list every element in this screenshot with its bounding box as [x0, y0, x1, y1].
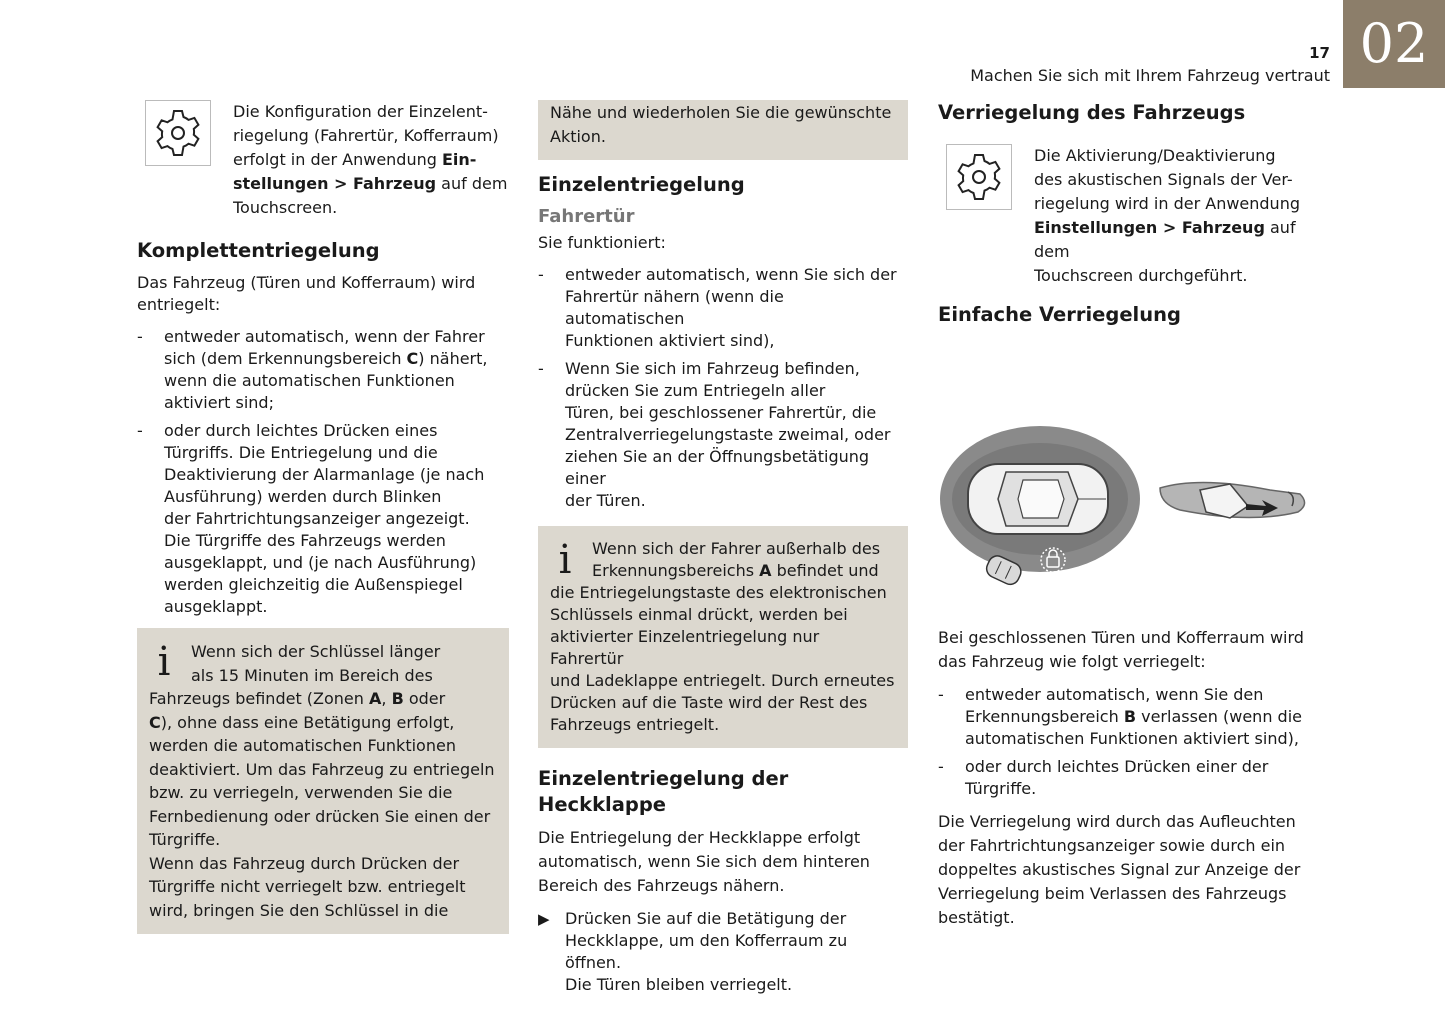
text-line: Die Entriegelung der Heckklappe erfolgt — [538, 828, 861, 847]
settings-note — [137, 100, 509, 220]
list-item — [938, 756, 1310, 800]
text-line: Türgriffe. — [965, 779, 1037, 798]
text-line: Fernbedienung oder drücken Sie einen der — [149, 806, 491, 826]
text-line: der Fahrtrichtungsanzeiger sowie durch ein — [938, 836, 1286, 855]
text-line: automatisch, wenn Sie sich dem hinteren — [538, 852, 870, 871]
list-item — [538, 264, 908, 352]
action-item — [538, 908, 908, 996]
text-line: Bei geschlossenen Türen und Kofferraum wird — [938, 628, 1304, 647]
settings-note-line: riegelung (Fahrertür, Kofferraum) — [233, 126, 499, 145]
paragraph: Sie funktioniert: — [538, 233, 666, 252]
list-item — [137, 420, 509, 618]
zone-label: A — [759, 561, 772, 580]
door-handle-icon — [1160, 482, 1305, 518]
text-line: Die Aktivierung/Deaktivierung — [1034, 146, 1276, 165]
section-heading: Verriegelung des Fahrzeugs — [938, 101, 1246, 124]
info-note-continued — [538, 100, 908, 160]
text-line: doppeltes akustisches Signal zur Anzeige der — [938, 860, 1301, 879]
info-icon: i — [157, 639, 171, 685]
text-line: aktivierter Einzelentriegelung nur Fahrertür — [550, 627, 820, 668]
text-line: entweder automatisch, wenn Sie den — [965, 685, 1264, 704]
paragraph — [938, 810, 1310, 930]
text-line: Türgriffe. — [149, 830, 221, 849]
text-line: Verriegelung beim Verlassen des Fahrzeugs — [938, 884, 1287, 903]
text-line: oder durch leichtes Drücken einer der — [965, 757, 1269, 776]
text-line: Drücken auf die Taste wird der Rest des — [550, 693, 868, 712]
text-line: Aktion. — [550, 126, 606, 146]
list-item — [938, 684, 1310, 750]
text-line: Fahrzeugs entriegelt. — [550, 715, 720, 734]
section-heading: Einfache Verriegelung — [938, 303, 1181, 326]
chapter-title: Machen Sie sich mit Ihrem Fahrzeug vertraut — [970, 66, 1330, 85]
section-heading: Einzelentriegelung der Heckklappe — [538, 767, 789, 816]
info-icon: i — [558, 537, 572, 583]
text-line: bzw. zu verriegeln, verwenden Sie die — [149, 783, 453, 802]
text-line: Die Verriegelung wird durch das Aufleuchten — [938, 812, 1296, 831]
text-line: ausgeklappt. — [164, 597, 268, 616]
text-line: der Türen. — [565, 491, 646, 510]
text-line: Wenn sich der Fahrer außerhalb des — [592, 539, 881, 558]
text-line: verlassen (wenn die — [1136, 707, 1302, 726]
text-line: Fahrzeugs befindet (Zonen — [149, 689, 369, 708]
settings-note-line: erfolgt in der Anwendung — [233, 150, 442, 169]
settings-gear-icon — [145, 100, 211, 166]
chapter-tab: 02 — [1343, 0, 1445, 88]
text-line: deaktiviert. Um das Fahrzeug zu entriegeln — [149, 759, 495, 779]
text-line: Wenn das Fahrzeug durch Drücken der — [149, 853, 460, 873]
text-line: oder — [403, 689, 446, 708]
locking-illustration — [938, 336, 1310, 626]
text-line: Erkennungsbereich — [965, 707, 1124, 726]
text-line: Zentralverriegelungstaste zweimal, oder — [565, 425, 891, 444]
text-line: Heckklappe, um den Kofferraum zu öffnen. — [565, 931, 848, 972]
bullet-list — [137, 326, 509, 618]
text-line: Türgriffe nicht verriegelt bzw. entriegelt — [149, 877, 466, 896]
list-item — [137, 326, 509, 414]
list-item — [538, 358, 908, 512]
settings-path-bold: Einstellungen > Fahrzeug — [1034, 218, 1265, 237]
settings-note-line: auf dem — [436, 174, 508, 193]
car-icon — [968, 464, 1108, 534]
settings-gear-icon — [946, 144, 1012, 210]
text-line: Türgriffs. Die Entriegelung und die — [164, 443, 438, 462]
bullet-list — [538, 264, 908, 512]
settings-path-bold: Ein- — [441, 150, 477, 169]
arrow-right-icon: ▶ — [538, 910, 550, 928]
text-line: der Fahrtrichtungsanzeiger angezeigt. — [164, 509, 470, 528]
settings-note-line: Touchscreen. — [233, 198, 338, 217]
text-line: Wenn Sie sich im Fahrzeug befinden, — [565, 359, 860, 378]
page-number: 17 — [1309, 44, 1330, 62]
text-line: ausgeklappt, und (je nach Ausführung) — [164, 553, 477, 572]
text-line: ziehen Sie an der Öffnungsbetätigung einer — [565, 447, 870, 488]
paragraph — [538, 826, 908, 898]
text-line: Fahrertür nähern (wenn die automatischen — [565, 287, 784, 328]
text-line: Die Türgriffe des Fahrzeugs werden — [164, 531, 446, 550]
text-line: entriegelt: — [137, 295, 221, 314]
section-heading: Einzelentriegelung — [538, 173, 745, 196]
text-line: Wenn sich der Schlüssel länger — [191, 642, 441, 661]
text-line: entweder automatisch, wenn Sie sich der — [565, 265, 897, 284]
text-line: befindet und — [771, 561, 879, 580]
text-line: als 15 Minuten im Bereich des — [191, 665, 433, 685]
settings-note-line: Die Konfiguration der Einzelent- — [233, 102, 488, 121]
column-3 — [938, 100, 1310, 940]
paragraph — [938, 626, 1310, 674]
text-line: ), ohne dass eine Betätigung erfolgt, — [160, 712, 455, 732]
text-line: auf dem — [1034, 218, 1296, 261]
zone-label: B — [391, 689, 404, 708]
zone-label: C — [149, 712, 161, 732]
text-line: , — [381, 689, 392, 708]
text-line: Nähe und wiederholen Sie die gewünschte — [550, 103, 892, 122]
text-line: Touchscreen durchgeführt. — [1034, 266, 1248, 285]
text-line: ) nähert, — [418, 349, 488, 368]
text-line: Funktionen aktiviert sind), — [565, 331, 775, 350]
bullet-list — [938, 684, 1310, 800]
text-line: Bereich des Fahrzeugs nähern. — [538, 876, 785, 895]
text-line: aktiviert sind; — [164, 393, 274, 412]
text-line: werden die automatischen Funktionen — [149, 736, 456, 755]
info-note — [137, 628, 509, 934]
paragraph — [137, 272, 509, 316]
info-note — [538, 526, 908, 748]
text-line: Schlüssels einmal drückt, werden bei — [550, 605, 848, 624]
zone-label: C — [406, 349, 419, 368]
text-line: Die Türen bleiben verriegelt. — [565, 975, 793, 994]
text-line: Drücken Sie auf die Betätigung der — [565, 909, 847, 928]
text-line: Ausführung) werden durch Blinken — [164, 487, 442, 506]
text-line: des akustischen Signals der Ver- — [1034, 170, 1293, 189]
text-line: Erkennungsbereichs — [592, 561, 760, 580]
text-line: wird, bringen Sie den Schlüssel in die — [149, 900, 449, 920]
text-line: Das Fahrzeug (Türen und Kofferraum) wird — [137, 273, 476, 292]
text-line: entweder automatisch, wenn der Fahrer — [164, 327, 485, 346]
text-line: das Fahrzeug wie folgt verriegelt: — [938, 652, 1206, 671]
subheading: Fahrertür — [538, 206, 635, 227]
text-line: Deaktivierung der Alarmanlage (je nach — [164, 465, 485, 484]
text-line: werden gleichzeitig die Außenspiegel — [164, 575, 463, 594]
text-line: wenn die automatischen Funktionen — [164, 371, 455, 390]
text-line: Türen, bei geschlossener Fahrertür, die — [565, 403, 877, 422]
column-2 — [538, 100, 908, 1006]
zone-label: B — [1123, 707, 1137, 726]
text-line: die Entriegelungstaste des elektronischen — [550, 583, 887, 602]
text-line: sich (dem Erkennungsbereich — [164, 349, 407, 368]
text-line: riegelung wird in der Anwendung — [1034, 194, 1300, 213]
text-line: automatischen Funktionen aktiviert sind), — [965, 729, 1299, 748]
text-line: drücken Sie zum Entriegeln aller — [565, 381, 826, 400]
text-line: oder durch leichtes Drücken eines — [164, 421, 438, 440]
column-1 — [137, 100, 509, 952]
text-line: bestätigt. — [938, 908, 1015, 927]
text-line: und Ladeklappe entriegelt. Durch erneutes — [550, 671, 895, 690]
settings-path-bold: stellungen > Fahrzeug — [233, 174, 437, 193]
settings-note — [938, 144, 1310, 288]
zone-label: A — [369, 689, 382, 708]
section-heading: Komplettentriegelung — [137, 239, 380, 262]
